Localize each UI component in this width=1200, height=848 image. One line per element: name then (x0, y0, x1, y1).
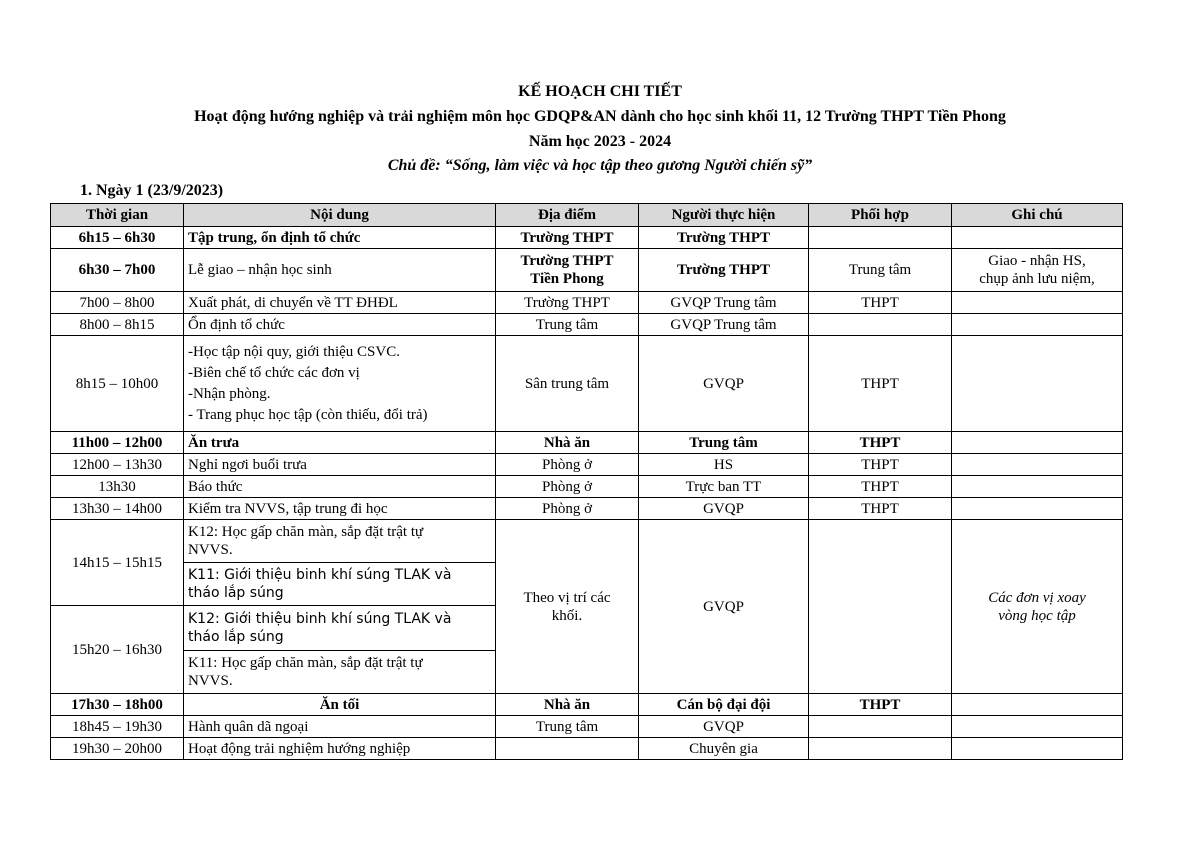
school-year: Năm học 2023 - 2024 (528, 133, 672, 150)
document-subtitle: Hoạt động hướng nghiệp và trải nghiệm môn học GDQP&AN dành cho học sinh khối 11, 12 Trường THPT Tiền Phong (194, 108, 1006, 125)
cell-content: Lễ giao – nhận học sinh (184, 249, 496, 292)
cell-time: 17h30 – 18h00 (51, 694, 184, 716)
cell-content (184, 606, 496, 651)
cell-time: 13h30 – 14h00 (51, 498, 184, 520)
cell-time: 6h15 – 6h30 (51, 227, 184, 249)
cell-coordination: THPT (809, 432, 952, 454)
theme-line: Chủ đề: “Sống, làm việc và học tập theo gương Người chiến sỹ” (387, 157, 813, 174)
cell-line: K11: Học gấp chăn màn, sắp đặt trật tự (188, 655, 423, 671)
cell-place: Sân trung tâm (496, 336, 639, 432)
cell-place: Nhà ăn (496, 694, 639, 716)
cell-content: Ăn trưa (184, 432, 496, 454)
cell-note (952, 498, 1123, 520)
cell-note (952, 716, 1123, 738)
cell-line: -Nhận phòng. (188, 385, 271, 402)
cell-line: vòng học tập (998, 607, 1076, 624)
cell-line: NVVS. (188, 542, 233, 558)
cell-content (184, 651, 496, 694)
cell-line: Giao - nhận HS, (988, 253, 1086, 269)
col-header-executor: Người thực hiện (639, 204, 809, 227)
cell-line: NVVS. (188, 673, 233, 689)
cell-line: K11: Giới thiệu binh khí súng TLAK và (188, 567, 452, 583)
cell-note (952, 432, 1123, 454)
col-header-time: Thời gian (51, 204, 184, 227)
cell-content: Kiểm tra NVVS, tập trung đi học (184, 498, 496, 520)
cell-line: Tiền Phong (530, 271, 604, 287)
cell-line: khối. (551, 607, 583, 624)
col-header-coordination: Phối hợp (809, 204, 952, 227)
section-day-1: 1. Ngày 1 (23/9/2023) (80, 182, 224, 199)
cell-coordination: THPT (809, 454, 952, 476)
table-row (51, 716, 1123, 738)
cell-line: K12: Giới thiệu binh khí súng TLAK và (188, 611, 452, 627)
cell-time: 8h15 – 10h00 (51, 336, 184, 432)
cell-line: Các đơn vị xoay (988, 589, 1086, 606)
cell-content (184, 520, 496, 563)
table-row (51, 738, 1123, 760)
table-row (51, 336, 1123, 432)
cell-coordination: THPT (809, 476, 952, 498)
cell-note (952, 738, 1123, 760)
cell-line: -Học tập nội quy, giới thiệu CSVC. (188, 343, 400, 360)
cell-coordination: THPT (809, 694, 952, 716)
cell-line: Trường THPT (520, 253, 614, 269)
cell-note (952, 520, 1123, 694)
document-title: KẾ HOẠCH CHI TIẾT (518, 83, 682, 100)
cell-line: -Biên chế tổ chức các đơn vị (188, 364, 360, 381)
cell-executor: GVQP (639, 716, 809, 738)
cell-time: 8h00 – 8h15 (51, 314, 184, 336)
table-row (51, 520, 1123, 563)
cell-line: tháo lắp súng (188, 629, 284, 645)
cell-coordination (809, 314, 952, 336)
cell-time: 19h30 – 20h00 (51, 738, 184, 760)
cell-executor: GVQP Trung tâm (639, 314, 809, 336)
cell-place: Phòng ở (496, 454, 639, 476)
cell-coordination: THPT (809, 292, 952, 314)
cell-time: 11h00 – 12h00 (51, 432, 184, 454)
col-header-place: Địa điểm (496, 204, 639, 227)
cell-note (952, 227, 1123, 249)
cell-coordination (809, 520, 952, 694)
cell-time: 13h30 (51, 476, 184, 498)
cell-coordination (809, 227, 952, 249)
cell-coordination: THPT (809, 336, 952, 432)
table-row (51, 292, 1123, 314)
table-row (51, 694, 1123, 716)
cell-content: Nghỉ ngơi buổi trưa (184, 454, 496, 476)
table-row (51, 432, 1123, 454)
cell-content: Hành quân dã ngoại (184, 716, 496, 738)
table-row (51, 227, 1123, 249)
col-header-note: Ghi chú (952, 204, 1123, 227)
cell-note (952, 249, 1123, 292)
table-header-row (51, 204, 1123, 227)
cell-place (496, 249, 639, 292)
cell-place: Trung tâm (496, 716, 639, 738)
cell-place (496, 738, 639, 760)
cell-executor: Cán bộ đại đội (639, 694, 809, 716)
col-header-content: Nội dung (184, 204, 496, 227)
cell-line: Theo vị trí các (523, 589, 611, 606)
cell-place: Phòng ở (496, 498, 639, 520)
cell-executor: GVQP (639, 498, 809, 520)
cell-place: Trung tâm (496, 314, 639, 336)
cell-executor: Trường THPT (639, 249, 809, 292)
table-row (51, 314, 1123, 336)
cell-time: 18h45 – 19h30 (51, 716, 184, 738)
table-row (51, 249, 1123, 292)
cell-place (496, 520, 639, 694)
cell-content (184, 563, 496, 606)
cell-time: 14h15 – 15h15 (51, 520, 184, 606)
cell-time: 12h00 – 13h30 (51, 454, 184, 476)
table-row (51, 498, 1123, 520)
table-row (51, 454, 1123, 476)
cell-executor: GVQP (639, 336, 809, 432)
cell-content: Ăn tối (184, 694, 496, 716)
cell-executor: Trung tâm (639, 432, 809, 454)
cell-place: Phòng ở (496, 476, 639, 498)
cell-coordination (809, 738, 952, 760)
cell-content (184, 336, 496, 432)
cell-time: 15h20 – 16h30 (51, 606, 184, 694)
cell-line: - Trang phục học tập (còn thiếu, đổi trả) (188, 406, 428, 423)
cell-note (952, 314, 1123, 336)
cell-note (952, 292, 1123, 314)
cell-note (952, 694, 1123, 716)
cell-coordination (809, 716, 952, 738)
cell-time: 6h30 – 7h00 (51, 249, 184, 292)
cell-content: Ổn định tổ chức (184, 314, 496, 336)
table-row (51, 476, 1123, 498)
cell-note (952, 336, 1123, 432)
cell-content: Xuất phát, di chuyển về TT ĐHĐL (184, 292, 496, 314)
cell-content: Báo thức (184, 476, 496, 498)
cell-executor: Trực ban TT (639, 476, 809, 498)
cell-time: 7h00 – 8h00 (51, 292, 184, 314)
cell-place: Trường THPT (496, 292, 639, 314)
schedule-table (50, 203, 1123, 760)
cell-executor: GVQP Trung tâm (639, 292, 809, 314)
cell-note (952, 454, 1123, 476)
cell-place: Nhà ăn (496, 432, 639, 454)
cell-coordination: Trung tâm (809, 249, 952, 292)
cell-executor: Trường THPT (639, 227, 809, 249)
cell-line: chụp ảnh lưu niệm, (979, 271, 1095, 287)
cell-note (952, 476, 1123, 498)
cell-content: Tập trung, ổn định tổ chức (184, 227, 496, 249)
cell-content: Hoạt động trải nghiệm hướng nghiệp (184, 738, 496, 760)
cell-executor: GVQP (639, 520, 809, 694)
cell-executor: HS (639, 454, 809, 476)
cell-coordination: THPT (809, 498, 952, 520)
cell-line: tháo lắp súng (188, 585, 284, 601)
cell-line: K12: Học gấp chăn màn, sắp đặt trật tự (188, 524, 424, 540)
cell-executor: Chuyên gia (639, 738, 809, 760)
cell-place: Trường THPT (496, 227, 639, 249)
